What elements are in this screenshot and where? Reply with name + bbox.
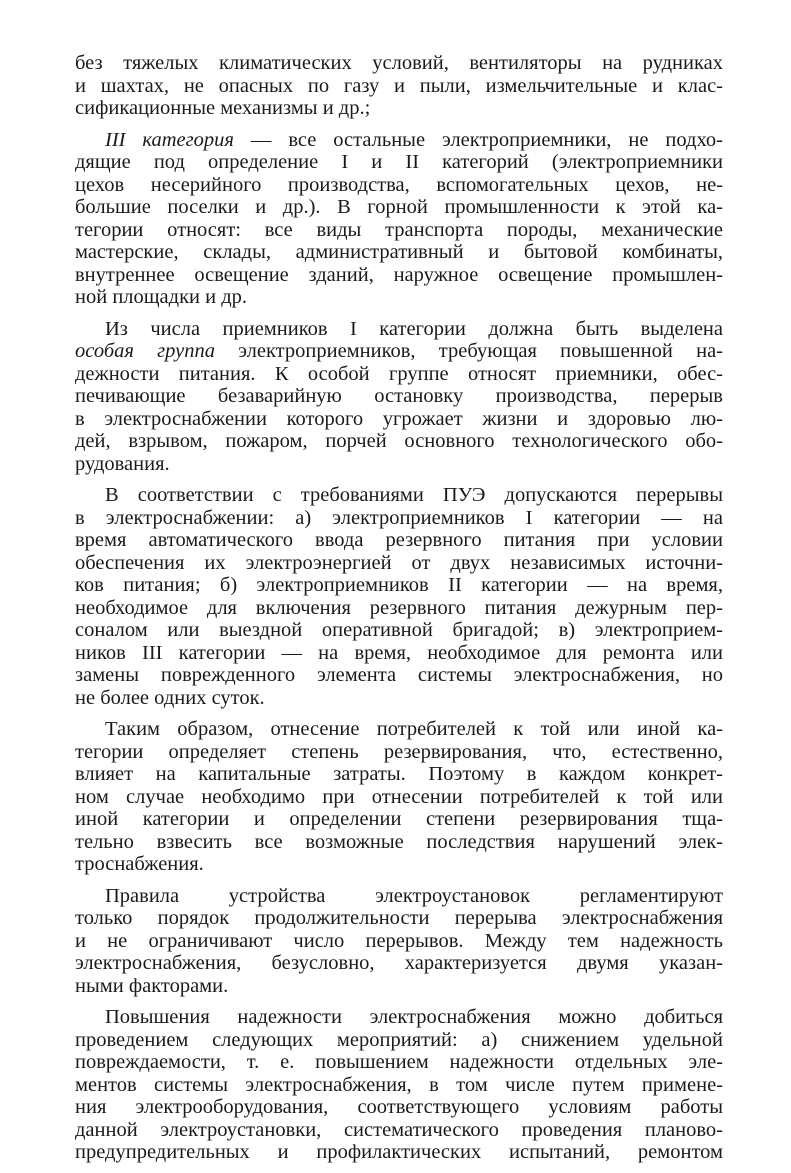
text-segment: проведением следующих мероприятий: а) снижением удельной <box>75 1028 723 1051</box>
text-segment: и шахтах, не опасных по газу и пыли, измельчительные и клас- <box>75 74 723 97</box>
text-line <box>75 687 723 710</box>
body-text <box>75 52 723 1173</box>
text-segment: Повышения надежности электроснабжения можно добиться <box>105 1006 723 1028</box>
text-line <box>75 975 723 998</box>
text-segment: ния электрооборудования, соответствующего условиям работы <box>75 1096 723 1118</box>
text-segment: Правила устройства электроустановок регламентируют <box>105 884 723 907</box>
text-line <box>75 1006 723 1029</box>
text-segment: предупредительных и профилактических испытаний, ремонтом <box>75 1141 723 1163</box>
text-segment: электроприемников, требующая повышенной на- <box>214 340 723 362</box>
text-segment: соналом или выездной оперативной бригадой; в) электроприем- <box>75 619 723 641</box>
text-segment: ном случае необходимо при отнесении потребителей к той или <box>75 785 723 808</box>
text-segment: внутреннее освещение зданий, наружное освещение промышлен- <box>75 263 723 286</box>
text-segment: ментов системы электроснабжения, в том числе путем примене- <box>75 1073 723 1096</box>
text-line <box>75 151 723 174</box>
text-segment: необходимое для включения резервного питания дежурным пер- <box>75 596 723 619</box>
text-segment: ной площадки и др. <box>75 286 248 308</box>
text-segment: иной категории и определении степени резервирования тща- <box>75 808 723 830</box>
text-segment: и не ограничивают число перерывов. Между тем надежность <box>75 929 723 952</box>
text-line <box>75 174 723 197</box>
text-line <box>75 129 723 152</box>
text-line <box>75 1096 723 1119</box>
paragraph <box>75 1006 723 1164</box>
paragraph <box>75 484 723 709</box>
text-line <box>75 718 723 741</box>
text-line <box>75 552 723 575</box>
text-line <box>75 619 723 642</box>
text-line <box>75 219 723 242</box>
italic-term: особая группа <box>75 340 215 362</box>
text-line <box>75 363 723 386</box>
text-segment: дей, взрывом, пожаром, порчей основного технологического обо- <box>75 430 723 452</box>
text-segment: рудования. <box>75 452 170 475</box>
text-line <box>75 318 723 341</box>
text-line <box>75 1119 723 1142</box>
paragraph <box>75 129 723 309</box>
text-segment: цехов несерийного производства, вспомогательных цехов, не- <box>75 173 723 196</box>
text-segment: данной электроустановки, систематического проведения планово- <box>75 1118 723 1141</box>
paragraph <box>75 718 723 876</box>
text-segment: повреждаемости, т. е. повышением надежности отдельных эле- <box>75 1051 723 1073</box>
text-line <box>75 1029 723 1052</box>
text-segment: влияет на капитальные затраты. Поэтому в каждом конкрет- <box>75 763 723 785</box>
text-line <box>75 763 723 786</box>
text-segment: большие поселки и др.). В горной промышленности к этой ка- <box>75 196 723 218</box>
text-line <box>75 831 723 854</box>
text-segment: в электроснабжении: а) электроприемников I категории — на <box>75 506 723 529</box>
text-segment: только порядок продолжительности перерыва электроснабжения <box>75 907 723 929</box>
text-line <box>75 1074 723 1097</box>
text-line <box>75 1051 723 1074</box>
text-line <box>75 75 723 98</box>
text-line <box>75 642 723 665</box>
text-line <box>75 1141 723 1164</box>
text-line <box>75 507 723 530</box>
text-line <box>75 741 723 764</box>
text-line <box>75 808 723 831</box>
text-line <box>75 408 723 431</box>
text-line <box>75 340 723 363</box>
text-line <box>75 484 723 507</box>
text-line <box>75 952 723 975</box>
text-line <box>75 430 723 453</box>
text-line <box>75 241 723 264</box>
text-segment: тегории определяет степень резервирования, что, естественно, <box>75 740 723 763</box>
text-segment: мастерские, склады, административный и бытовой комбинаты, <box>75 241 723 263</box>
text-line <box>75 930 723 953</box>
text-segment: Таким образом, отнесение потребителей к той или иной ка- <box>105 718 723 740</box>
text-segment: троснабжения. <box>75 853 204 875</box>
text-line <box>75 97 723 120</box>
text-segment: обеспечения их электроэнергией от двух независимых источни- <box>75 551 723 574</box>
text-segment: не более одних суток. <box>75 686 265 709</box>
text-line <box>75 885 723 908</box>
text-line <box>75 529 723 552</box>
text-segment: в электроснабжении которого угрожает жизни и здоровью лю- <box>75 407 723 430</box>
paragraph <box>75 885 723 998</box>
text-line <box>75 664 723 687</box>
text-segment: ными факторами. <box>75 974 229 997</box>
text-segment: ков питания; б) электроприемников II категории — на время, <box>75 574 723 596</box>
text-segment: электроснабжения, безусловно, характеризуется двумя указан- <box>75 952 723 974</box>
text-segment: дежности питания. К особой группе относят приемники, обес- <box>75 362 723 385</box>
text-line <box>75 786 723 809</box>
text-line <box>75 853 723 876</box>
text-line <box>75 196 723 219</box>
text-segment: Из числа приемников I категории должна быть выделена <box>105 317 723 340</box>
text-line <box>75 574 723 597</box>
text-segment: тегории относят: все виды транспорта породы, механические <box>75 218 723 241</box>
text-segment: дящие под определение I и II категорий (электроприемники <box>75 151 723 173</box>
text-segment: ников III категории — на время, необходимое для ремонта или <box>75 641 723 664</box>
text-segment: без тяжелых климатических условий, вентиляторы на рудниках <box>75 52 723 74</box>
text-line <box>75 907 723 930</box>
text-segment: тельно взвесить все возможные последствия нарушений элек- <box>75 830 723 853</box>
text-line <box>75 52 723 75</box>
text-segment: — все остальные электроприемники, не подхо- <box>233 128 723 151</box>
text-line <box>75 453 723 476</box>
text-segment: сификационные механизмы и др.; <box>75 97 371 119</box>
text-line <box>75 286 723 309</box>
paragraph <box>75 52 723 120</box>
italic-term: III категория <box>105 128 234 151</box>
text-segment: время автоматического ввода резервного питания при условии <box>75 529 723 551</box>
text-segment: В соответствии с требованиями ПУЭ допускаются перерывы <box>105 484 723 506</box>
text-segment: замены поврежденного элемента системы электроснабжения, но <box>75 664 723 686</box>
text-line <box>75 385 723 408</box>
text-line <box>75 597 723 620</box>
paragraph <box>75 318 723 476</box>
text-segment: печивающие безаварийную остановку производства, перерыв <box>75 385 723 407</box>
text-line <box>75 264 723 287</box>
